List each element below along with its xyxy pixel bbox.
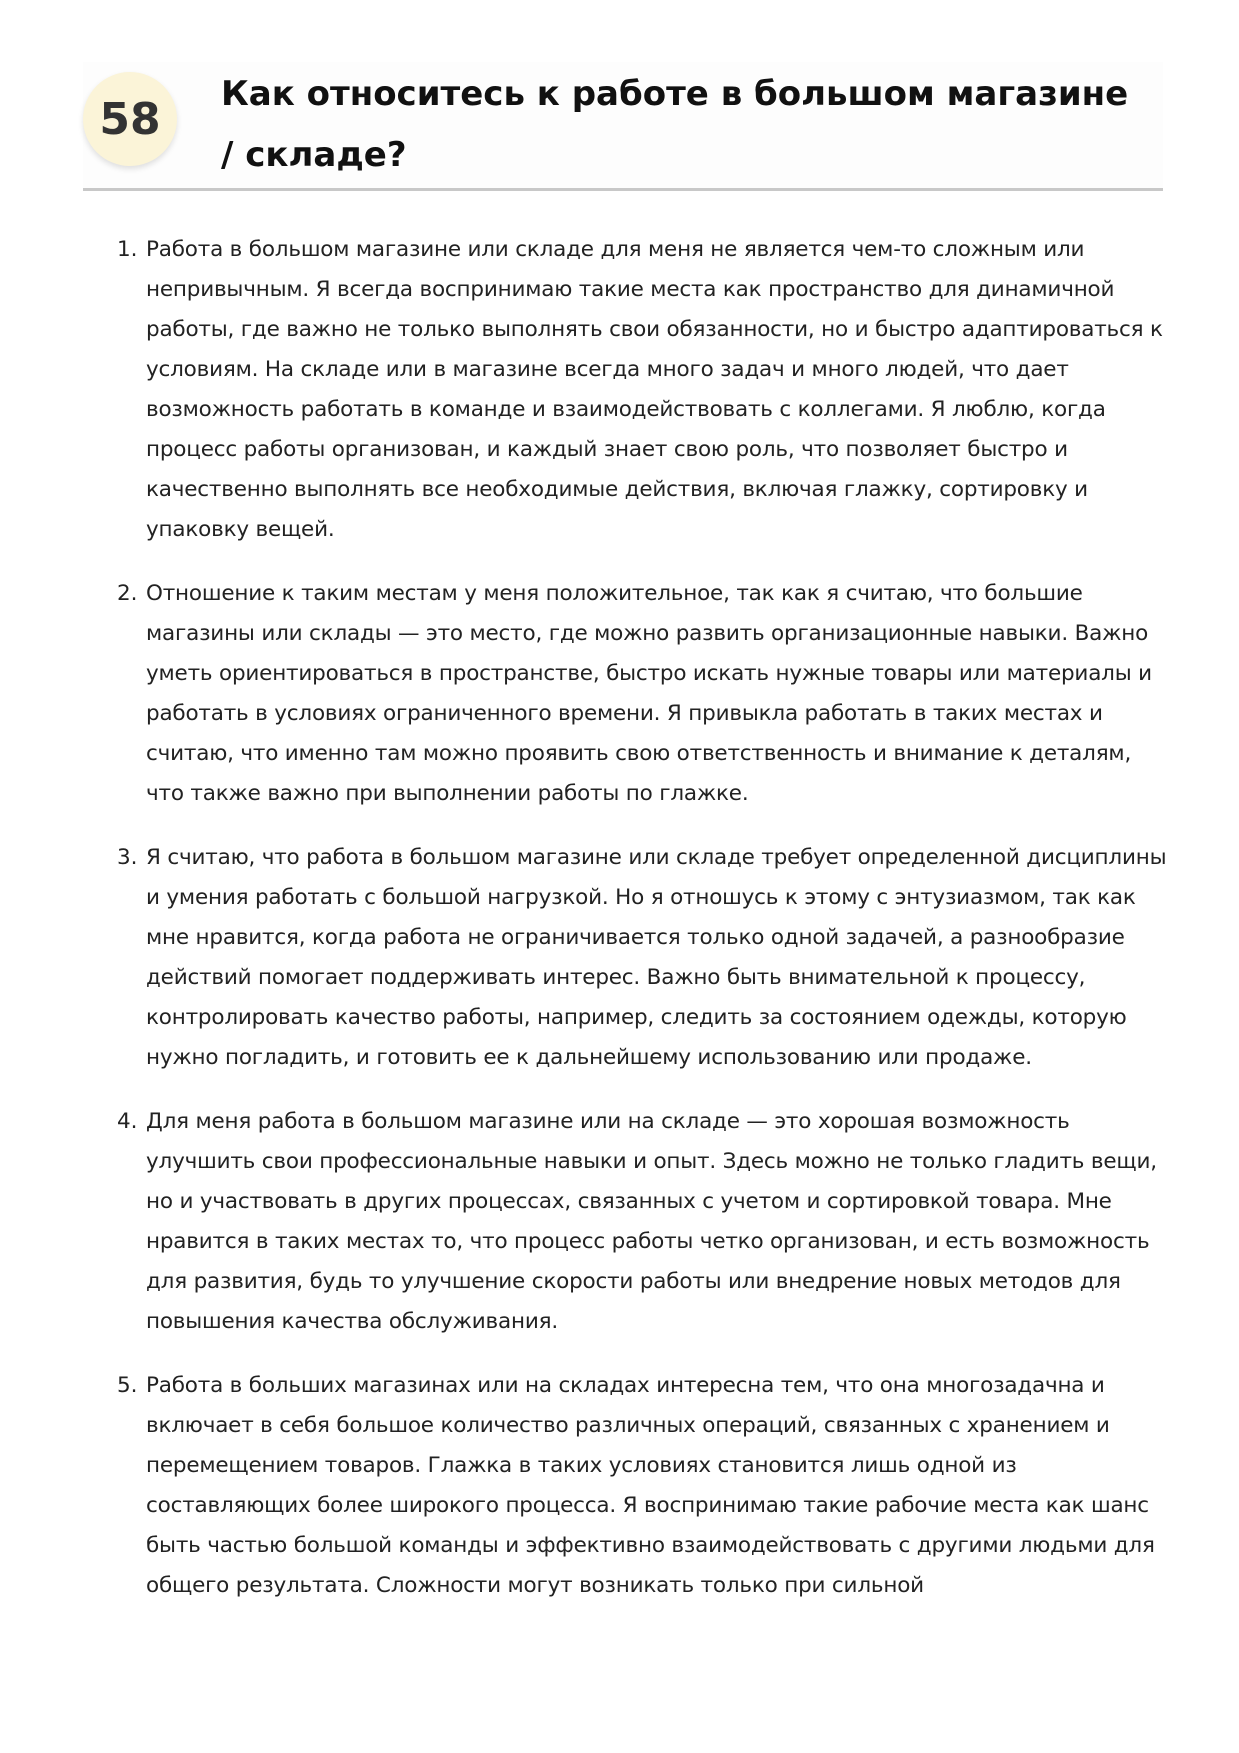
answer-text: Отношение к таким местам у меня положительное, так как я считаю, что большие магазины или склады — это место, где можно развить организационные навыки. Важно уметь ориентироваться в пространстве, быстро искать нужные товары или материалы и работать в условиях ограниченного времени. Я привыкла работать в таких местах и считаю, что именно там можно проявить свою ответственность и внимание к деталям, что также важно при выполнении работы по глажке.	[146, 581, 1152, 806]
answer-text: Работа в большом магазине или складе для меня не является чем-то сложным или непривычным. Я всегда воспринимаю такие места как пространство для динамичной работы, где важно не только выполнять свои обязанности, но и быстро адаптироваться к условиям. На складе или в магазине всегда много задач и много людей, что дает возможность работать в команде и взаимодействовать с коллегами. Я люблю, когда процесс работы организован, и каждый знает свою роль, что позволяет быстро и качественно выполнять все необходимые действия, включая глажку, сортировку и упаковку вещей.	[146, 237, 1163, 542]
answer-item	[117, 1102, 1167, 1342]
answer-list	[117, 230, 1167, 1630]
question-number-badge: 58	[83, 72, 177, 166]
answer-item	[117, 230, 1167, 550]
answer-item	[117, 574, 1167, 814]
answer-number: 5.	[117, 1373, 138, 1398]
answer-text: Для меня работа в большом магазине или на складе — это хорошая возможность улучшить свои профессиональные навыки и опыт. Здесь можно не только гладить вещи, но и участвовать в других процессах, связанных с учетом и сортировкой товара. Мне нравится в таких местах то, что процесс работы четко организован, и есть возможность для развития, будь то улучшение скорости работы или внедрение новых методов для повышения качества обслуживания.	[146, 1109, 1157, 1334]
answer-item	[117, 1366, 1167, 1606]
answer-number: 1.	[117, 237, 138, 262]
answer-text: Работа в больших магазинах или на складах интересна тем, что она многозадачна и включает в себя большое количество различных операций, связанных с хранением и перемещением товаров. Глажка в таких условиях становится лишь одной из составляющих более широкого процесса. Я воспринимаю такие рабочие места как шанс быть частью большой команды и эффективно взаимодействовать с другими людьми для общего результата. Сложности могут возникать только при сильной	[146, 1373, 1155, 1598]
question-header	[83, 62, 1163, 191]
answer-number: 3.	[117, 845, 138, 870]
answer-number: 2.	[117, 581, 138, 606]
answer-text: Я считаю, что работа в большом магазине или складе требует определенной дисциплины и умения работать с большой нагрузкой. Но я отношусь к этому с энтузиазмом, так как мне нравится, когда работа не ограничивается только одной задачей, а разнообразие действий помогает поддерживать интерес. Важно быть внимательной к процессу, контролировать качество работы, например, следить за состоянием одежды, которую нужно погладить, и готовить ее к дальнейшему использованию или продаже.	[146, 845, 1167, 1070]
answer-item	[117, 838, 1167, 1078]
question-title: Как относитесь к работе в большом магазине / складе?	[221, 74, 1129, 175]
answer-number: 4.	[117, 1109, 138, 1134]
